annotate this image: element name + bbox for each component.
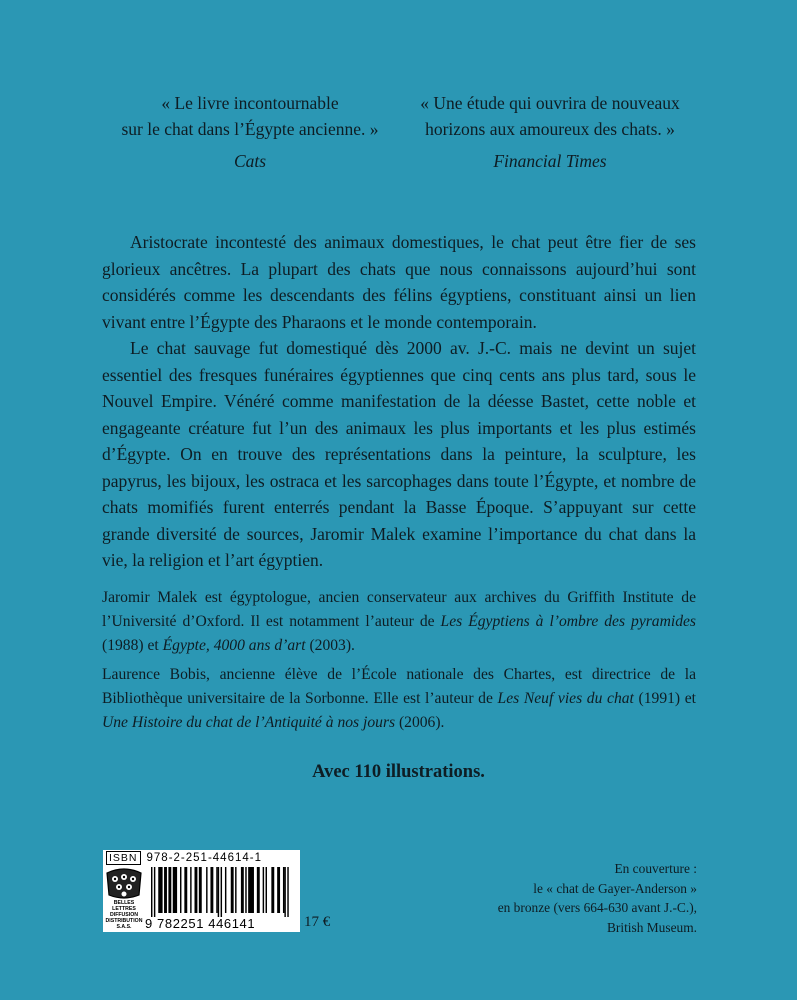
barcode-bar [173,867,177,913]
bio-text: (1991) et [633,690,696,708]
barcode-bar [248,867,254,913]
barcode-bar [158,867,162,913]
barcode-bar [218,867,219,917]
isbn-line [106,851,262,865]
cover-credit-line: le « chat de Gayer-Anderson » [533,880,697,896]
barcode-bar [154,867,155,917]
barcode-bar [151,867,152,917]
barcode-bar [221,867,222,917]
publisher-logo [105,867,143,929]
bio-text: Laurence Bobis, ancienne élève de l’École nationale des Chartes, est directrice de la Bibliothèque universitaire de la Sorbonne. Elle est l’auteur de [102,666,696,708]
barcode-bar [210,867,213,913]
barcode-bars [149,867,297,917]
barcode-bar [231,867,234,913]
barcode-bar [235,867,236,913]
quote-source: Cats [233,151,267,171]
isbn-number: 978-2-251-44614-1 [146,852,262,864]
author-bio-malek [102,586,696,659]
barcode-bar [266,867,267,913]
illustrations-note: Avec 110 illustrations. [312,762,485,782]
bio-text: (2003). [305,637,355,655]
book-title: Une Histoire du chat de l’Antiquité à nos jours [102,714,396,732]
isbn-barcode [103,850,300,932]
book-title: Égypte, 4000 ans d’art [162,637,306,655]
quote-line: « Le livre incontournable [161,93,339,113]
barcode-bar [287,867,288,917]
barcode-bar [180,867,181,913]
bio-paragraph [102,586,696,659]
bio-paragraph [102,663,696,736]
price: 17 € [304,914,331,930]
barcode-bar [257,867,260,913]
barcode-digits: 9 782251 446141 [145,916,256,931]
quote-line: sur le chat dans l’Égypte ancienne. » [121,119,379,139]
author-bio-bobis [102,663,696,736]
bio-text: (1988) et [102,637,163,655]
barcode-bar [283,867,284,913]
barcode-bar [216,867,217,913]
bio-text: Jaromir Malek est égyptologue, ancien conservateur aux archives du Griffith Institute de l’Université d’Oxford. Il est notamment l’auteur de [102,589,696,631]
cover-credit-line: en bronze (vers 664-630 avant J.-C.), [497,900,697,915]
publisher-logo-text: BELLES LETTRES DIFFUSION DISTRIBUTION S.A.S. [105,900,143,930]
barcode-bar [245,867,246,913]
book-title: Les Égyptiens à l’ombre des pyramides [440,613,696,631]
quote-financial-times [400,90,700,174]
barcode-bar [271,867,274,913]
barcode-bar [199,867,202,913]
quote-line: « Une étude qui ouvrira de nouveaux [420,93,680,113]
bio-text: (2006). [395,714,445,732]
barcode-bar [241,867,244,913]
cover-credit-line: En couverture : [614,861,697,876]
quote-cats [100,90,400,174]
quote-line: horizons aux amoureux des chats. » [425,119,675,139]
cover-credit-line: British Museum. [606,919,697,935]
isbn-label: ISBN [106,851,141,865]
barcode-bar [184,867,187,913]
barcode-bar [277,867,280,913]
book-blurb [102,229,696,574]
barcode-bar [164,867,167,913]
barcode-bar [263,867,264,913]
book-title: Les Neuf vies du chat [497,690,634,708]
barcode-bar [190,867,191,913]
barcode-bar [206,867,207,913]
barcode-bar [168,867,171,913]
barcode-bar [284,867,285,917]
blurb-paragraph: Aristocrate incontesté des animaux domestiques, le chat peut être fier de ses glorieux ancêtres. La plupart des chats que nous connaissons aujourd’hui sont considérés comme les descendants des félins égyptiens, constituant ainsi un lien vivant entre l’Égypte des Pharaons et le monde contemporain. [102,232,696,332]
barcode-bar [195,867,198,913]
cat-logo-icon [105,867,143,899]
blurb-paragraph: Le chat sauvage fut domestiqué dès 2000 av. J.-C. mais ne devint un sujet essentiel des fresques funéraires égyptiennes que cinq cents ans plus tard, sous le Nouvel Empire. Vénéré comme manifestation de la déesse Bastet, cette noble et engageante créature fut l’un des animaux les plus importants et les plus estimés d’Égypte. On en trouve des représentations dans la peinture, la sculpture, les papyrus, les bijoux, les ostraca et les sarcophages dans toute l’Égypte, et nombre de chats momifiés furent enterrés pendant la Basse Époque. S’appuyant sur cette grande diversité de sources, Jaromir Malek examine l’importance du chat dans la vie, la religion et l’art égyptien. [102,338,696,570]
barcode-bar [225,867,226,913]
cover-credit [437,859,697,937]
quote-source: Financial Times [493,151,607,171]
